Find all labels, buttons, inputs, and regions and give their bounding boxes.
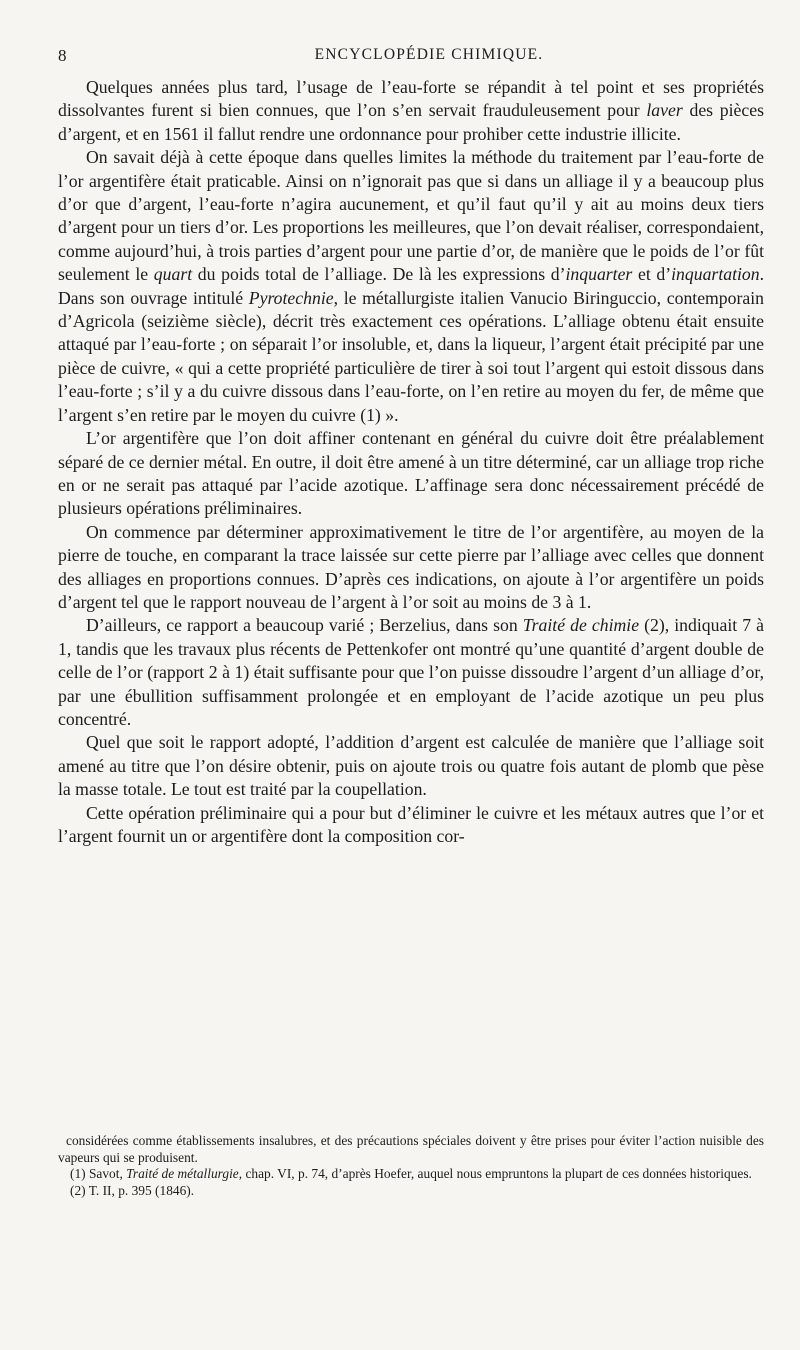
italic-term: Traité de métallurgie (126, 1166, 239, 1182)
body-text (58, 76, 764, 848)
text-run: D’ailleurs, ce rapport a beaucoup varié ; Berzelius, dans son (86, 615, 523, 636)
text-run: (2) T. II, p. 395 (1846). (70, 1182, 195, 1198)
italic-term: laver (646, 100, 683, 121)
text-run: Quel que soit le rapport adopté, l’addition d’argent est calculée de manière que l’alliage soit amené au titre que l’on désire obtenir, puis on ajoute trois ou quatre fois autant de plomb que pèse la masse totale. Le tout est traité par la coupellation. (58, 732, 764, 800)
page-header (58, 44, 770, 70)
footnote-2 (58, 1183, 764, 1200)
text-run: , le métallurgiste italien Vanucio Biringuccio, contemporain d’Agricola (seizième siècle), décrit très exactement ces opérations. L’alliage obtenu était ensuite attaqué par l’eau-forte ; on séparait l’or insoluble, et, dans la liqueur, l’argent était précipité par une pièce de cuivre, « qui a cette propriété particulière de tirer à soi tout l’argent qui estoit dissous dans l’eau-forte ; s’il y a du cuivre dissous dans l’eau-forte, on l’en retire au moyen du fer, de même que l’argent s’en retire par le moyen du cuivre (1) ». (58, 287, 764, 425)
text-run: (2), indiquait 7 à 1, tandis que les travaux plus récents de Pettenkofer ont montré qu’une quantité d’argent double de celle de l’or (rapport 2 à 1) était suffisante pour que l’on puisse dissoudre l’argent d’un alliage d’or, par une ébullition suffisamment prolongée et en employant de l’acide azotique un peu plus concentré. (58, 615, 764, 729)
text-run: . Dans son ouvrage intitulé (58, 264, 765, 308)
footnote-continuation (58, 1133, 764, 1166)
italic-term: quart (153, 264, 193, 285)
italic-term: Traité de chimie (522, 615, 640, 636)
text-run: considérées comme établissements insalubres, et des précautions spéciales doivent y être prises pour éviter l’action nuisible des vapeurs qui se produisent. (58, 1133, 764, 1165)
paragraph (58, 614, 764, 731)
text-run: , chap. VI, p. 74, d’après Hoefer, auquel nous empruntons la plupart de ces données historiques. (238, 1166, 752, 1182)
text-run: et d’ (632, 264, 672, 285)
italic-term: Pyrotechnie (248, 287, 334, 308)
text-run: Cette opération préliminaire qui a pour but d’éliminer le cuivre et les métaux autres que l’or et l’argent fournit un or argentifère dont la composition cor- (58, 802, 764, 846)
footnote-1 (58, 1166, 764, 1183)
paragraph (58, 802, 764, 849)
text-run: L’or argentifère que l’on doit affiner contenant en général du cuivre doit être préalablement séparé de ce dernier métal. En outre, il doit être amené à un titre déterminé, car un alliage trop riche en or ne serait pas attaqué par l’acide azotique. L’affinage sera donc nécessairement précédé de plusieurs opérations préliminaires. (58, 428, 764, 519)
italic-term: inquartation (671, 264, 760, 285)
paragraph (58, 521, 764, 615)
running-title: ENCYCLOPÉDIE CHIMIQUE. (314, 46, 544, 63)
text-run: des pièces d’argent, et en 1561 il fallut rendre une ordonnance pour prohiber cette industrie illicite. (58, 100, 764, 144)
page-number: 8 (58, 46, 67, 65)
paragraph (58, 76, 764, 146)
text-run: On commence par déterminer approximativement le titre de l’or argentifère, au moyen de la pierre de touche, en comparant la trace laissée sur cette pierre par l’alliage avec celles que donnent des alliages en proportions connues. D’après ces indications, on ajoute à l’or argentifère un poids d’argent tel que le rapport nouveau de l’argent à l’or soit au moins de 3 à 1. (58, 521, 764, 612)
paragraph (58, 731, 764, 801)
italic-term: inquarter (565, 264, 633, 285)
text-run: (1) Savot, (70, 1166, 127, 1182)
paragraph (58, 427, 764, 521)
paragraph (58, 146, 764, 427)
text-run: Quelques années plus tard, l’usage de l’eau-forte se répandit à tel point et ses propriétés dissolvantes furent si bien connues, que l’on s’en servait frauduleusement pour (58, 77, 764, 121)
text-run: du poids total de l’alliage. De là les expressions d’ (192, 264, 566, 285)
footnotes (58, 1133, 764, 1199)
text-run: On savait déjà à cette époque dans quelles limites la méthode du traitement par l’eau-forte de l’or argentifère était praticable. Ainsi on n’ignorait pas que si dans un alliage il y a beaucoup plus d’or que d’argent, l’eau-forte n’agira aucunement, et qu’il faut qu’il y ait au moins deux tiers d’argent pour un tiers d’or. Les proportions les meilleures, que l’on devait réaliser, correspondaient, comme aujourd’hui, à trois parties d’argent pour une partie d’or, de manière que le poids de l’or fût seulement le (58, 147, 764, 285)
